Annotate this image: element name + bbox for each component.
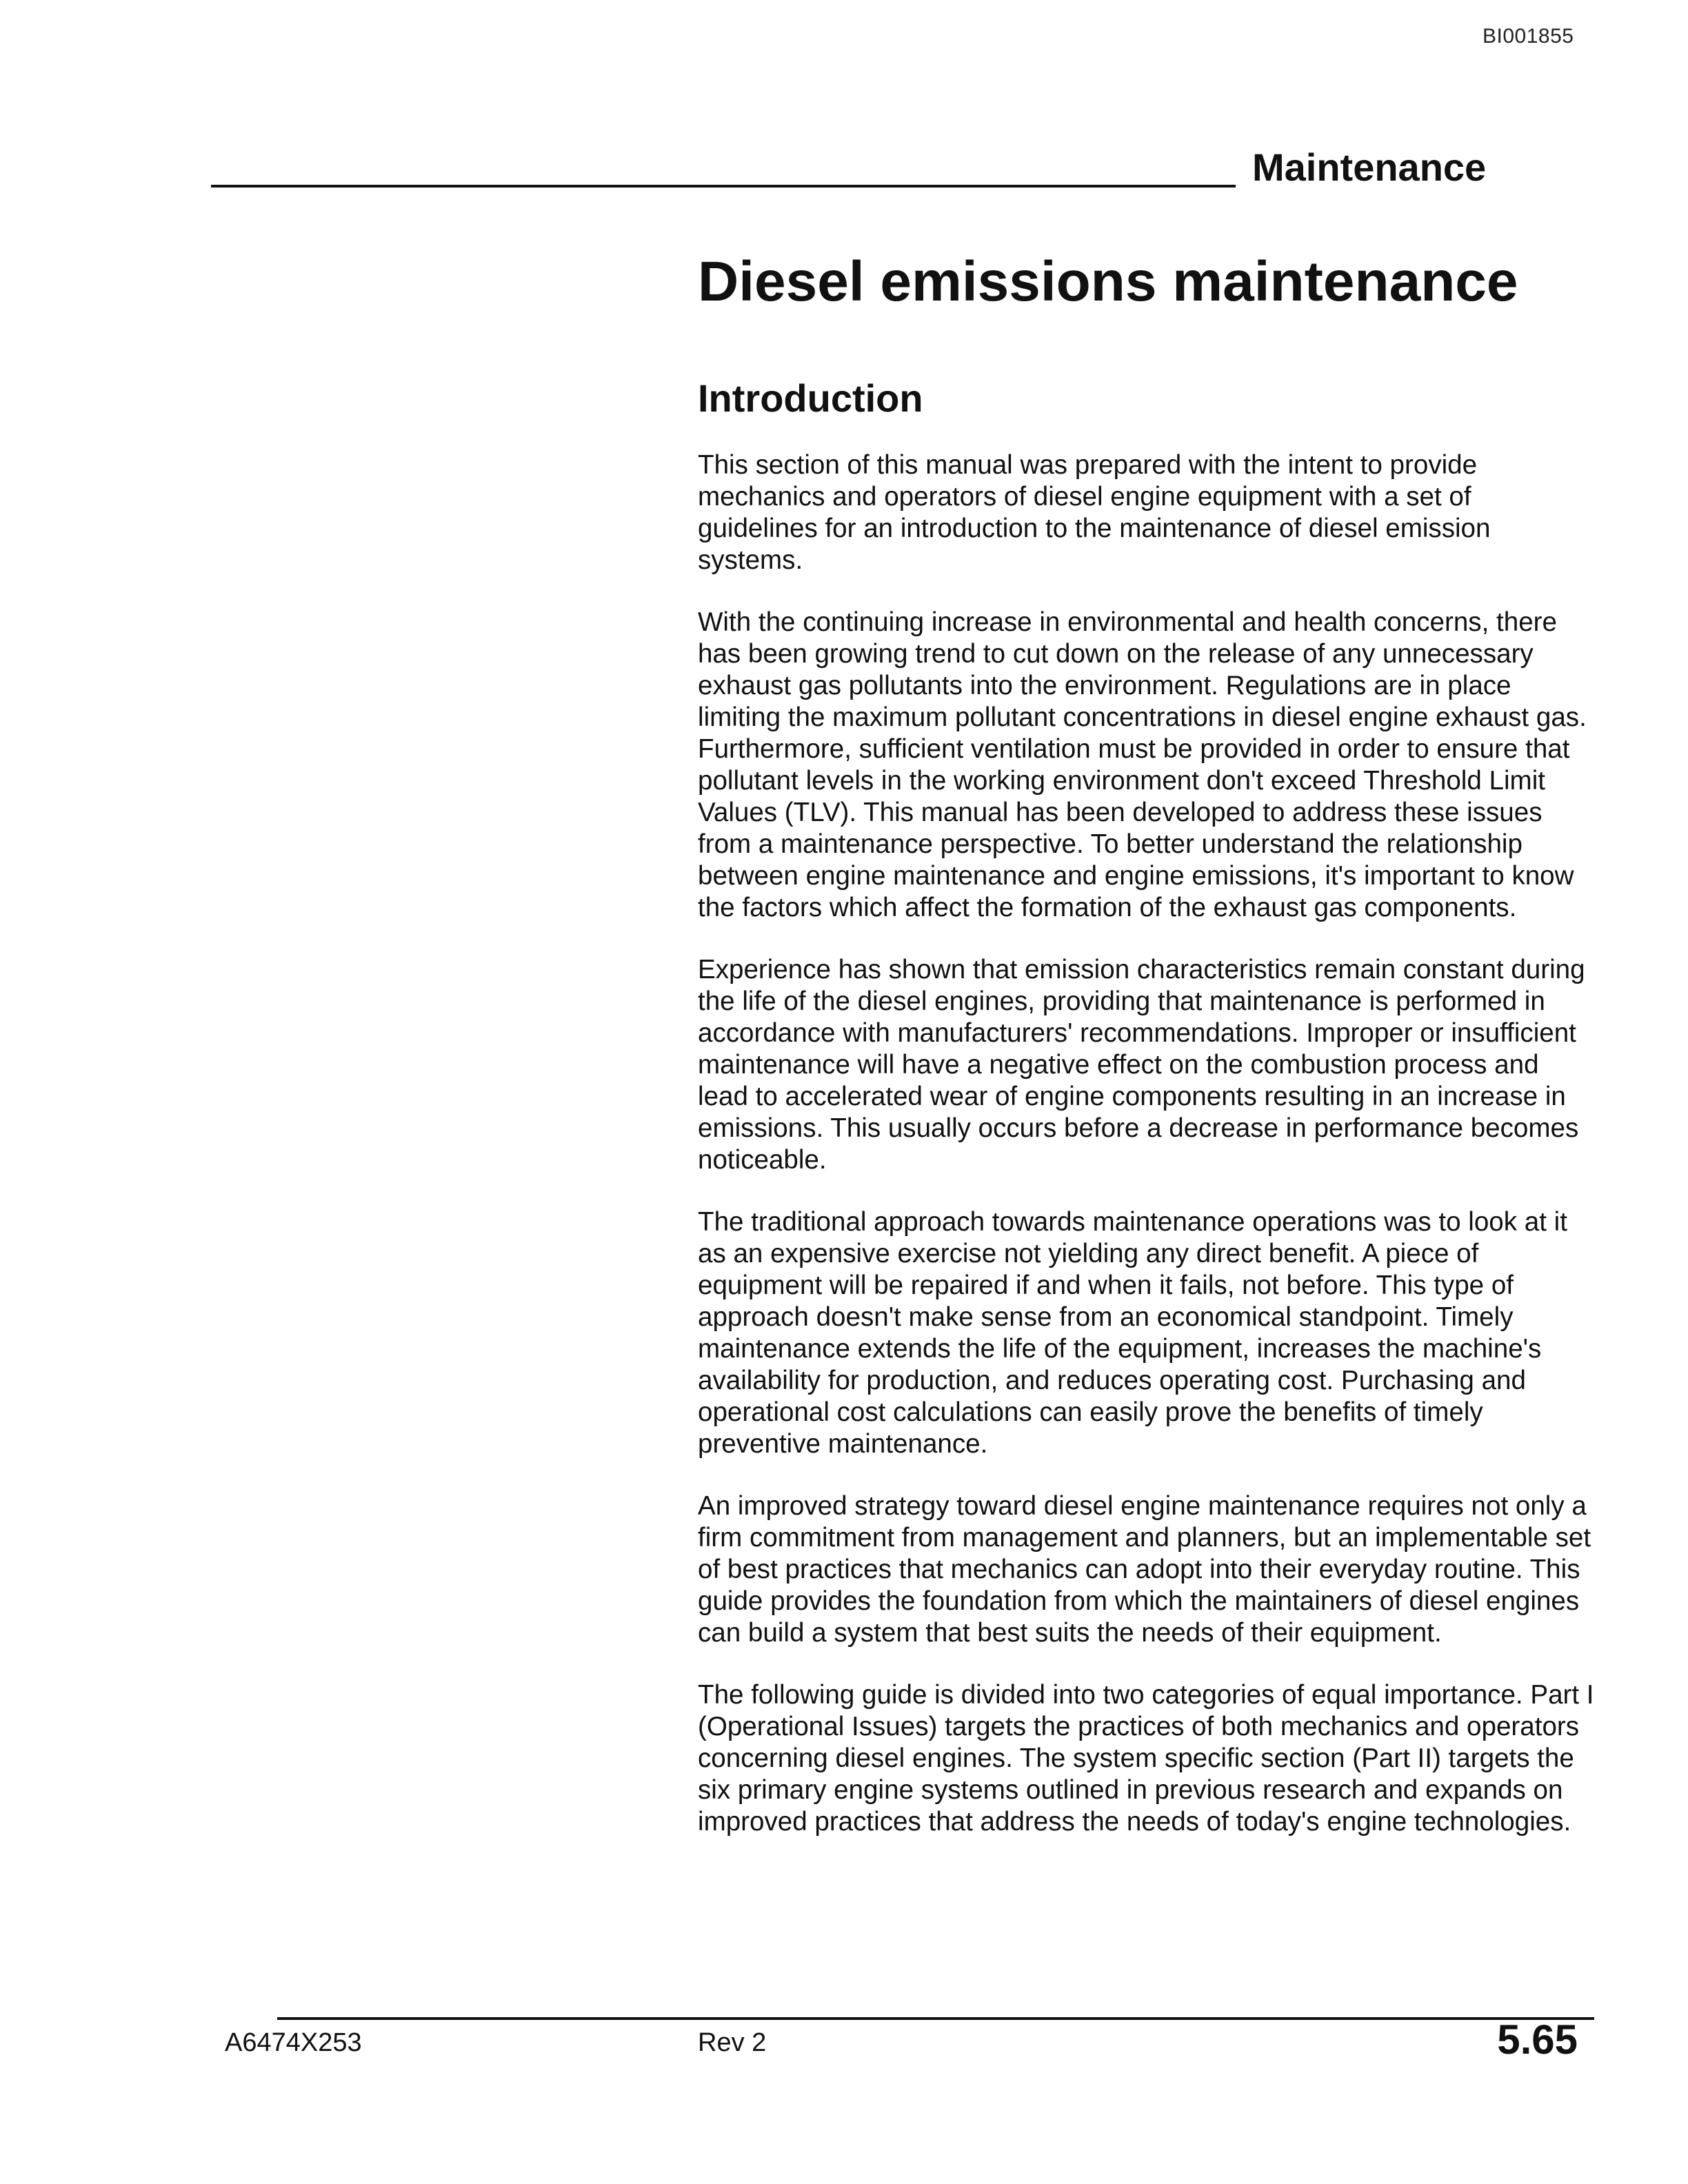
footer-document-code: A6474X253 [225,2028,362,2057]
paragraph: The following guide is divided into two categories of equal importance. Part I (Operational Issues) targets the practices of both mechanics and operators concerning diesel engines. The system specific section (Part II) targets the six primary engine systems outlined in previous research and expands on improved practices that address the needs of today's engine technologies. [698,1679,1594,1837]
body-text [698,449,1594,1838]
section-label: Maintenance [1252,145,1487,189]
page-title: Diesel emissions maintenance [698,250,1518,313]
page-number: 5.65 [1497,2016,1578,2063]
footer-rule [277,2017,1594,2020]
footer-revision: Rev 2 [698,2028,767,2057]
paragraph: With the continuing increase in environmental and health concerns, there has been growing trend to cut down on the release of any unnecessary exhaust gas pollutants into the environment. Regulations are in place limiting the maximum pollutant concentrations in diesel engine exhaust gas. Furthermore, sufficient ventilation must be provided in order to ensure that pollutant levels in the working environment don't exceed Threshold Limit Values (TLV). This manual has been developed to address these issues from a maintenance perspective. To better understand the relationship between engine maintenance and engine emissions, it's important to know the factors which affect the formation of the exhaust gas components. [698,607,1587,922]
section-heading: Introduction [698,376,923,421]
paragraph: This section of this manual was prepared with the intent to provide mechanics and operators of diesel engine equipment with a set of guidelines for an introduction to the maintenance of diesel emission systems. [698,449,1491,575]
paragraph: An improved strategy toward diesel engine maintenance requires not only a firm commitment from management and planners, but an implementable set of best practices that mechanics can adopt into their everyday routine. This guide provides the foundation from which the maintainers of diesel engines can build a system that best suits the needs of their equipment. [698,1490,1591,1648]
header-rule [211,185,1236,188]
document-id: BI001855 [1483,25,1574,48]
paragraph: Experience has shown that emission characteristics remain constant during the life of the diesel engines, providing that maintenance is performed in accordance with manufacturers' recommendations. Improper or insufficient maintenance will have a negative effect on the combustion process and lead to accelerated wear of engine components resulting in an increase in emissions. This usually occurs before a decrease in performance becomes noticeable. [698,954,1585,1175]
main-content [698,248,1594,1868]
paragraph: The traditional approach towards maintenance operations was to look at it as an expensive exercise not yielding any direct benefit. A piece of equipment will be repaired if and when it fails, not before. This type of approach doesn't make sense from an economical standpoint. Timely maintenance extends the life of the equipment, increases the machine's availability for production, and reduces operating cost. Purchasing and operational cost calculations can easily prove the benefits of timely preventive maintenance. [698,1206,1567,1459]
